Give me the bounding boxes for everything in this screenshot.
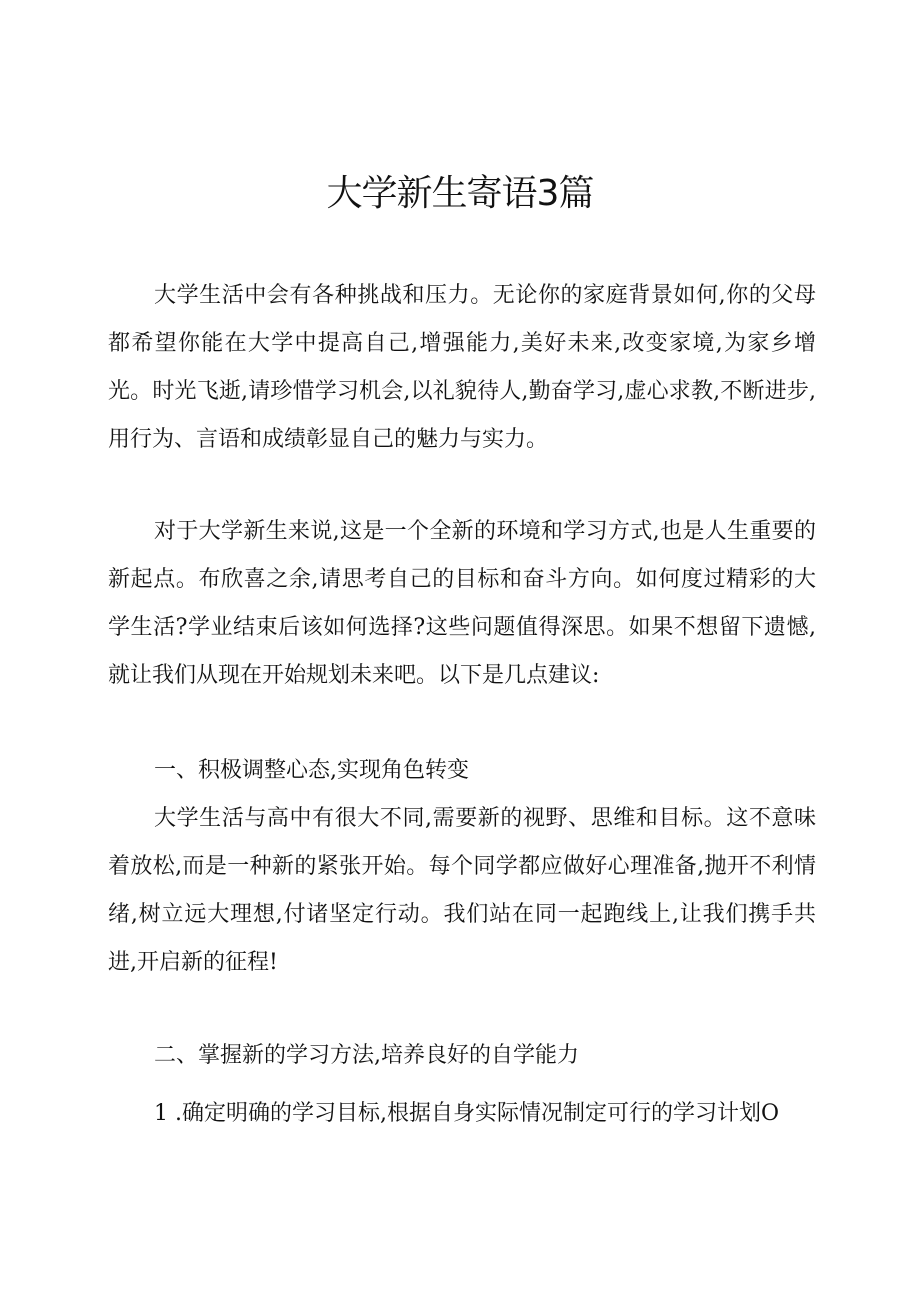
section-heading-study-method: 二、掌握新的学习方法,培养良好的自学能力	[154, 1043, 579, 1068]
list-item-study-goal: 1 .确定明确的学习目标,根据自身实际情况制定可行的学习计划O	[154, 1101, 780, 1126]
paragraph-mindset: 大学生活与高中有很大不同,需要新的视野、思维和目标。这不意味着放松,而是一种新的紧张开始。每个同学都应做好心理准备,抛开不利情绪,树立远大理想,付诸坚定行动。我们站在同一起跑线上,让我们携手共进,开启新的征程!	[108, 806, 816, 975]
paragraph-intro: 大学生活中会有各种挑战和压力。无论你的家庭背景如何,你的父母都希望你能在大学中提高自己,增强能力,美好未来,改变家境,为家乡增光。时光飞逝,请珍惜学习机会,以礼貌待人,勤奋学习,虚心求教,不断进步,用行为、言语和成绩彰显自己的魅力与实力。	[108, 283, 816, 452]
document-title: 大学新生寄语3篇	[326, 173, 594, 214]
section-heading-mindset: 一、积极调整心态,实现角色转变	[154, 758, 469, 783]
paragraph-new-start: 对于大学新生来说,这是一个全新的环境和学习方式,也是人生重要的新起点。布欣喜之余,请思考自己的目标和奋斗方向。如何度过精彩的大学生活?学业结束后该如何选择?这些问题值得深思。如果不想留下遗憾,就让我们从现在开始规划未来吧。以下是几点建议:	[108, 519, 816, 688]
